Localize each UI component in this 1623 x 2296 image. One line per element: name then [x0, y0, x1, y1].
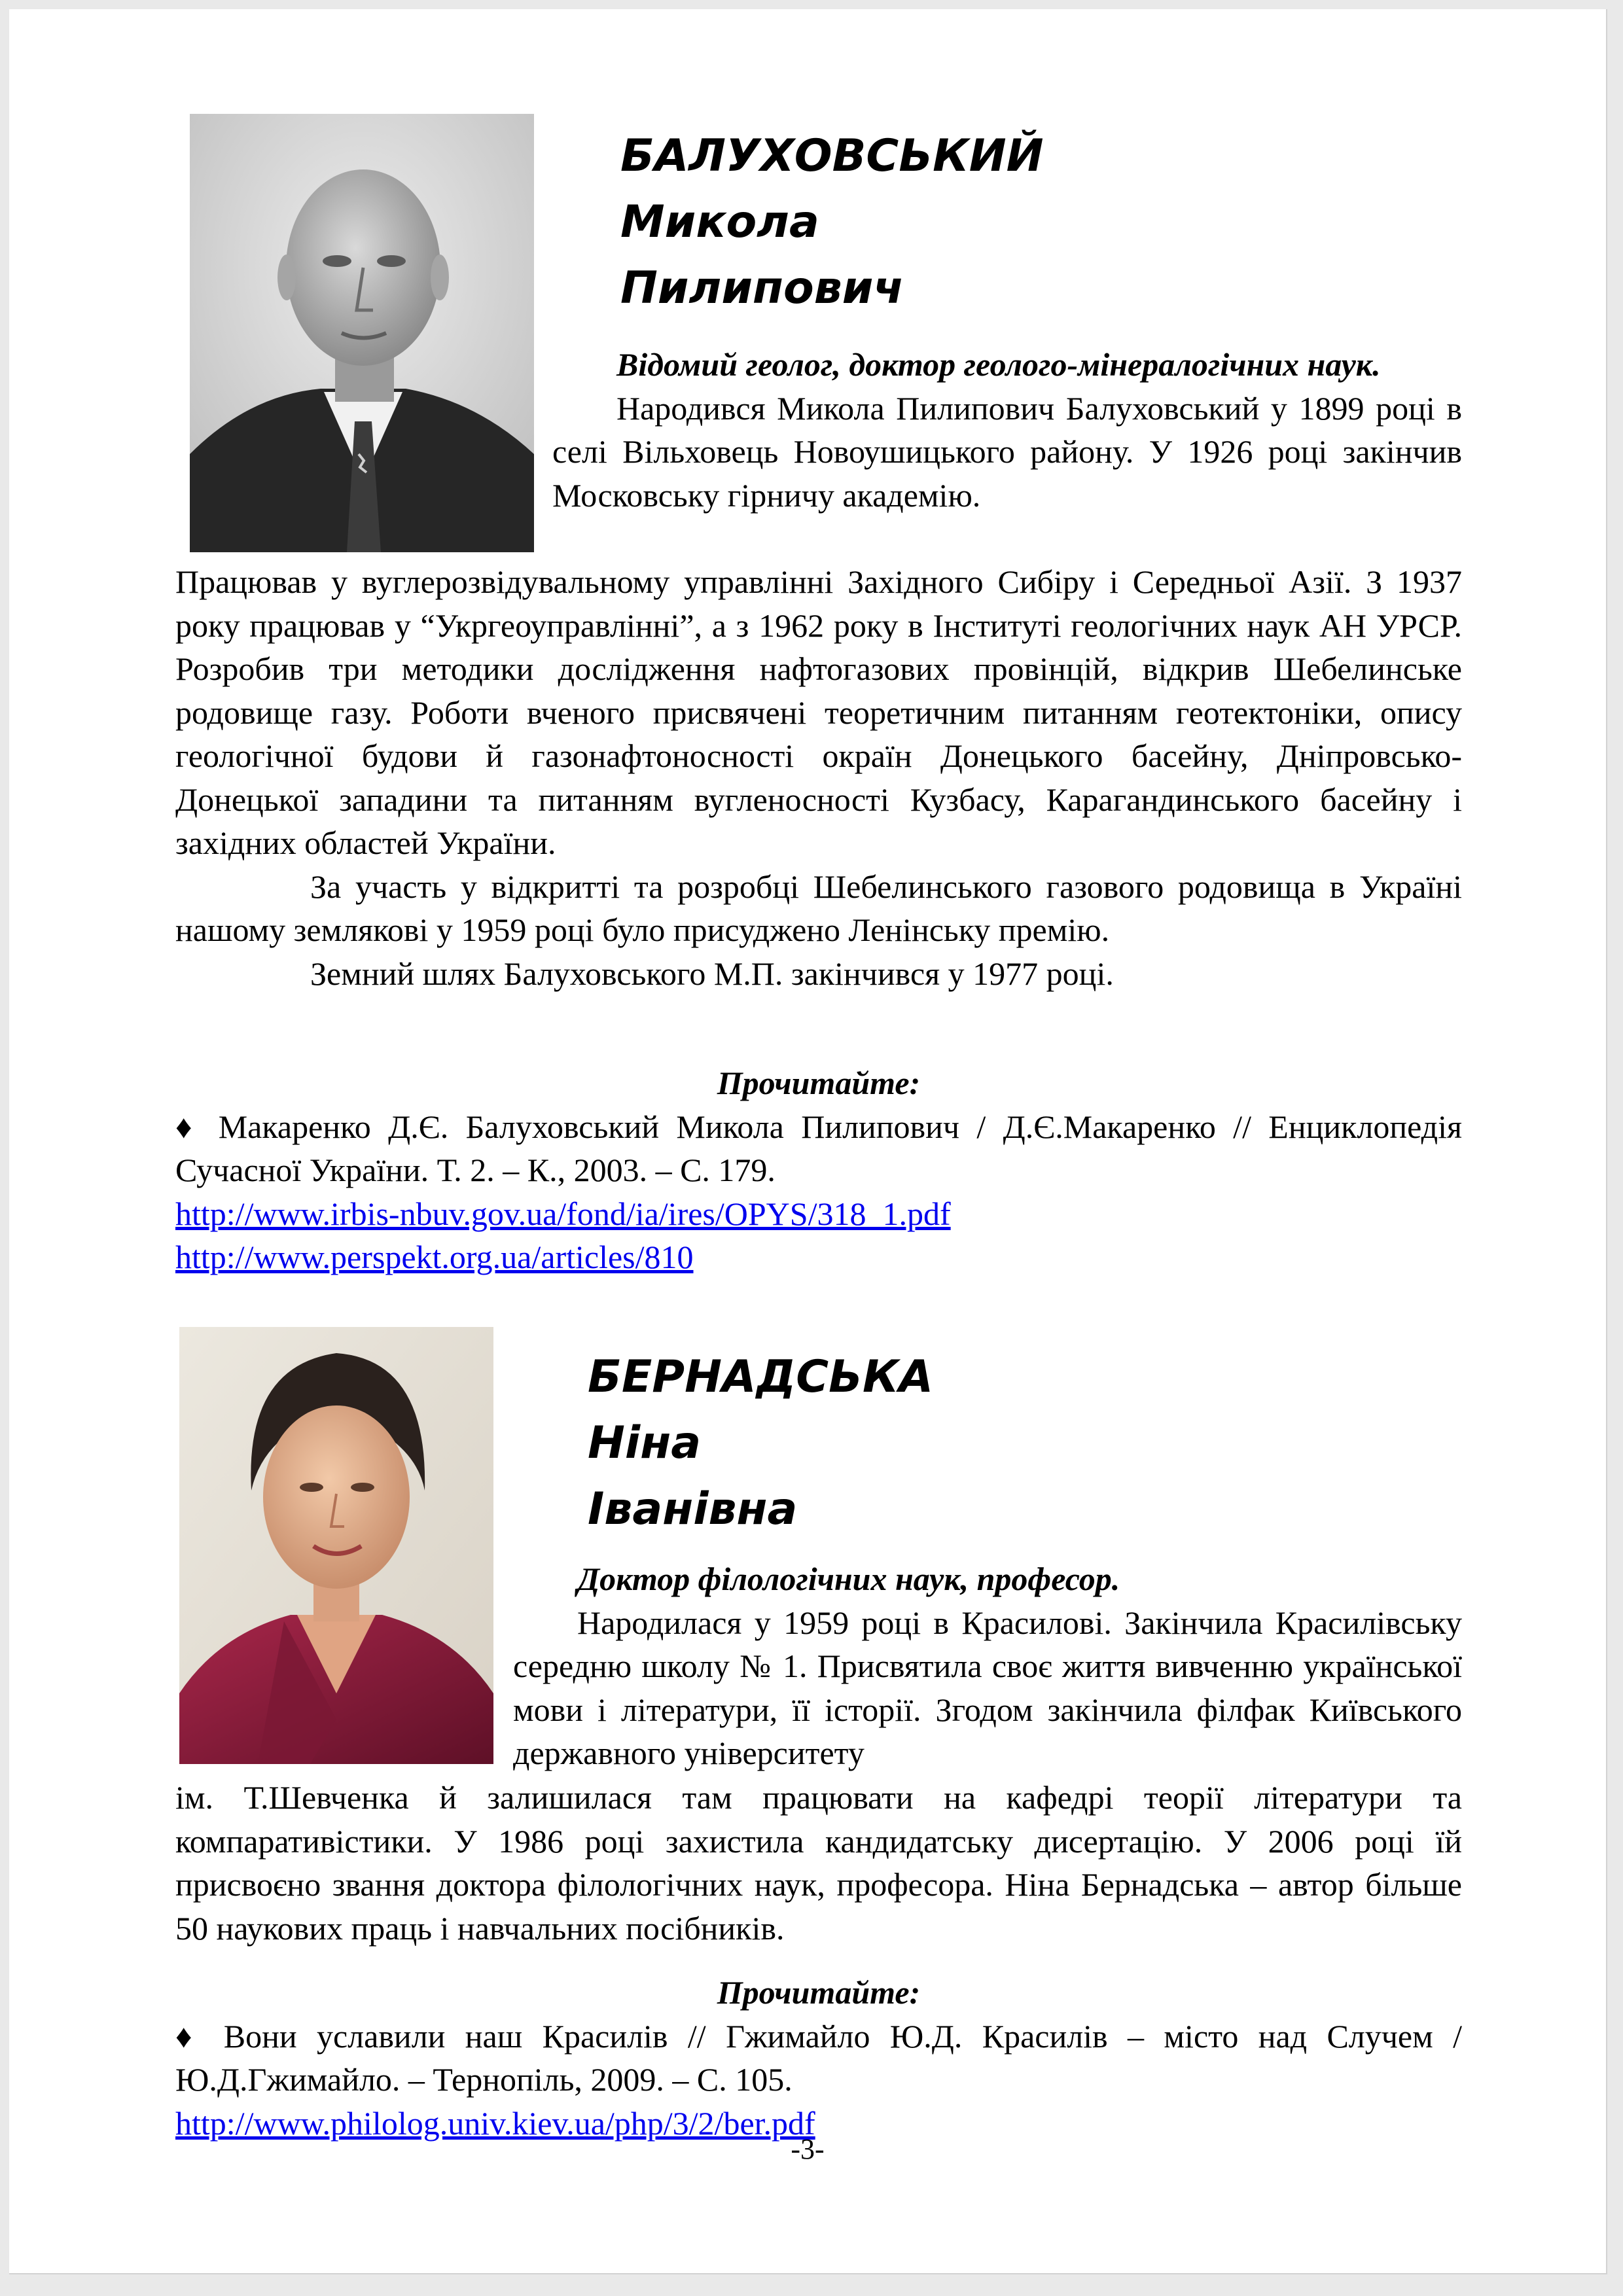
patronymic: Іванівна: [588, 1483, 798, 1535]
surname: БАЛУХОВСЬКИЙ: [620, 130, 1044, 182]
reference-link[interactable]: http://www.irbis-nbuv.gov.ua/fond/ia/ires/OPYS/318_1.pdf: [175, 1195, 951, 1232]
portrait-photo-bernadska: [179, 1327, 493, 1764]
paragraph: Працював у вуглерозвідувальному управлінні Західного Сибіру і Середньої Азії. З 1937 року працював у “Укргеоуправлінні”, а з 1962 року в Інституті геологічних наук АН УРСР. Розробив три методики дослідження нафтогазових провінцій, відкрив Шебелинське родовище газу. Роботи вченого присвячені теоретичним питанням геотектоніки, опису геологічної будови й газонафтоносності окраїн Донецького басейну, Дніпровсько-Донецької западини та питанням вугленосності Кузбасу, Карагандинського басейну і західних областей України.: [175, 563, 1462, 861]
intro-text-balukhovsky: [552, 343, 1462, 517]
intro-text-bernadska: [513, 1557, 1462, 1775]
reading-heading: Прочитайте:: [717, 1974, 921, 2011]
first-name: Микола: [620, 196, 819, 248]
portrait-photo-balukhovsky: [190, 114, 534, 552]
reference-link[interactable]: http://www.philolog.univ.kiev.ua/php/3/2/ber.pdf: [175, 2104, 815, 2142]
person-name-balukhovsky: [620, 123, 1044, 321]
reading-heading: Прочитайте:: [717, 1065, 921, 1101]
reading-citation: ♦ Вони уславили наш Красилів // Гжимайло Ю.Д. Красилів – місто над Случем / Ю.Д.Гжимайло. – Тернопіль, 2009. – С. 105.: [175, 2017, 1462, 2098]
paragraph: Народився Микола Пилипович Балуховський у 1899 році в селі Вільховець Новоушицького району. У 1926 році закінчив Московську гірничу академію.: [552, 389, 1462, 514]
paragraph: Народилася у 1959 році в Красилові. Закінчила Красилівську середню школу № 1. Присвятила своє життя вивченню української мови і літератури, її історії. Згодом закінчила філфак Київського державного університету: [513, 1604, 1462, 1771]
reading-list-balukhovsky: [175, 1061, 1462, 1279]
body-text-balukhovsky: [175, 560, 1462, 995]
patronymic: Пилипович: [620, 262, 904, 314]
paragraph: Земний шлях Балуховського М.П. закінчився у 1977 році.: [310, 955, 1114, 992]
lead-description: Доктор філологічних наук, професор.: [577, 1561, 1120, 1597]
paragraph: ім. Т.Шевченка й залишилася там працювати на кафедрі теорії літератури та компаративістики. У 1986 році захистила кандидатську дисертацію. У 2006 році їй присвоєно звання доктора філологічних наук, професора. Ніна Бернадська – автор більше 50 наукових праць і навчальних посібників.: [175, 1779, 1462, 1947]
reference-link[interactable]: http://www.perspekt.org.ua/articles/810: [175, 1239, 694, 1275]
surname: БЕРНАДСЬКА: [588, 1351, 934, 1403]
page-number: -3-: [791, 2133, 825, 2165]
lead-description: Відомий геолог, доктор геолого-мінералогічних наук.: [616, 346, 1381, 383]
first-name: Ніна: [588, 1417, 702, 1469]
document-page: [9, 9, 1607, 2274]
reading-citation: ♦ Макаренко Д.Є. Балуховський Микола Пилипович / Д.Є.Макаренко // Енциклопедія Сучасної України. Т. 2. – К., 2003. – С. 179.: [175, 1108, 1462, 1188]
body-text-bernadska: [175, 1776, 1462, 1950]
person-name-bernadska: [588, 1344, 933, 1542]
paragraph: За участь у відкритті та розробці Шебелинського газового родовища в Україні нашому землякові у 1959 році було присуджено Ленінську премію.: [175, 868, 1462, 948]
reading-list-bernadska: [175, 1971, 1462, 2145]
